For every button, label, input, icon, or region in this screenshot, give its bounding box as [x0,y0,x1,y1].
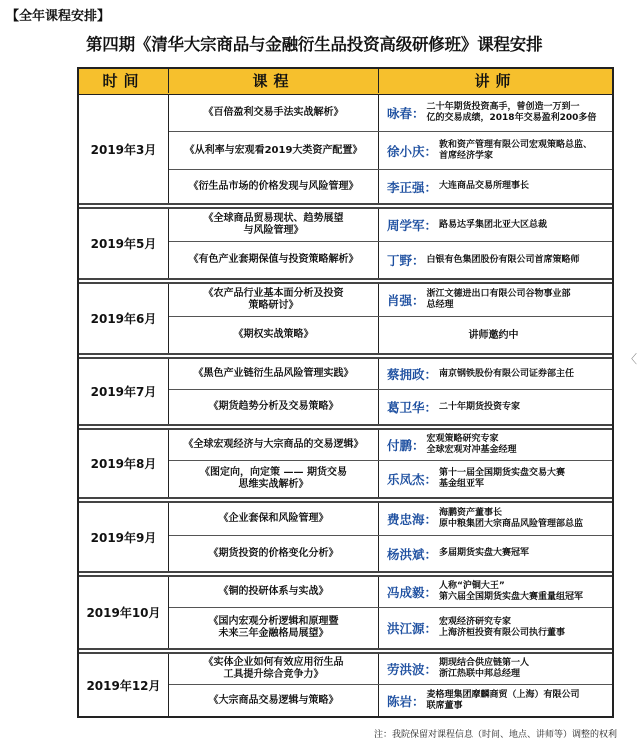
table-row [169,577,612,607]
month-cell: 2019年9月 [79,503,169,571]
lecturer-cell [379,685,612,716]
lecturer-description: 白银有色集团股份有限公司首席策略师 [426,254,580,265]
month-cell: 2019年6月 [79,284,169,353]
table-row [169,684,612,716]
edge-bracket-mark: 〈 [625,352,637,366]
course-title: 《国内宏观分析逻辑和原理暨 未来三年金融格局展望》 [208,616,339,639]
lecturer-cell [379,577,612,607]
lecturer-description: 浙江文德进出口有限公司谷物事业部 总经理 [426,289,571,310]
lecturer-name: 杨洪斌： [387,546,438,562]
table-row [169,535,612,571]
lecturer-description: 海鹏资产董事长 原中粮集团大宗商品风险管理部总监 [439,508,584,529]
course-title: 《期权实战策略》 [233,329,314,340]
lecturer-cell [379,242,612,278]
course-title: 《黑色产业链衍生品风险管理实践》 [193,368,354,379]
lecturer-cell [379,608,612,648]
lecturer-name: 李正强： [387,179,438,195]
table-row [169,95,612,131]
table-row [169,389,612,424]
lecturer-description: 南京钢铁股份有限公司证券部主任 [439,368,575,379]
lecturer-name: 洪江源： [387,621,438,636]
table-row [169,131,612,169]
header-lecturer: 讲师 [474,72,517,90]
lecturer-cell [379,95,612,131]
lecturer-name: 蔡拥政： [387,367,438,382]
month-cell: 2019年3月 [79,95,169,203]
lecturer-name: 乐凤杰： [387,472,438,487]
lecturer-cell [379,284,612,316]
course-cell [169,132,379,169]
lecturer-description: 第十一届全国期货实盘交易大赛 基金组亚军 [439,468,566,489]
table-header [79,69,612,95]
month-group [79,497,612,571]
lecturer-description: 麦格理集团摩麟商贸（上海）有限公司 联席董事 [426,689,580,711]
lecturer-cell [379,536,612,571]
course-title: 《从利率与宏观看2019大类资产配置》 [184,144,363,156]
lecturer-description: 敦和资产管理有限公司宏观策略总监、 首席经济学家 [439,139,593,161]
course-title: 《期货投资的价格变化分析》 [208,547,339,559]
lecturer-description: 宏观经济研究专家 上海济桓投资有限公司执行董事 [439,617,566,638]
lecturer-name: 咏春： [387,106,425,121]
lecturer-name: 劳洪波： [387,662,438,677]
lecturer-cell [379,317,612,353]
table-row [169,169,612,203]
course-title: 《百倍盈利交易手法实战解析》 [203,107,344,118]
table-row [169,209,612,241]
month-cell: 2019年12月 [79,654,169,716]
lecturer-cell [379,170,612,203]
month-group [79,424,612,497]
lecturer-cell [379,654,612,684]
course-title: 《有色产业套期保值与投资策略解析》 [188,254,359,265]
lecturer-cell [379,209,612,241]
month-group [79,571,612,648]
month-group [79,278,612,353]
lecturer-name: 肖强： [387,293,425,308]
lecturer-name: 徐小庆： [387,143,438,159]
lecturer-name: 陈岩： [387,693,425,709]
course-title: 《期货趋势分析及交易策略》 [208,401,339,412]
section-tag: 【全年课程安排】 [6,9,111,24]
lecturer-name: 付鹏： [387,438,425,453]
table-row [169,503,612,535]
table-row [169,607,612,648]
lecturer-cell [379,132,612,169]
table-row [169,316,612,353]
lecturer-description: 路易达孚集团北亚大区总裁 [439,219,548,230]
header-course: 课程 [169,69,379,93]
month-cell: 2019年7月 [79,359,169,424]
lecturer-description: 宏观策略研究专家 全球宏观对冲基金经理 [426,434,517,455]
lecturer-name: 周学军： [387,218,438,233]
month-cell: 2019年8月 [79,430,169,497]
course-cell [169,170,379,203]
lecturer-description: 二十年期货投资高手，曾创造一万到一 亿的交易成绩，2018年交易盈利200多倍 [426,102,597,123]
course-cell [169,461,379,497]
course-cell [169,242,379,278]
month-group [79,353,612,424]
lecturer-cell [379,430,612,460]
month-cell: 2019年10月 [79,577,169,648]
month-group [79,95,612,203]
header-time: 时间 [79,69,169,93]
table-row [169,430,612,460]
course-cell [169,654,379,684]
lecturer-description: 多届期货实盘大赛冠军 [439,548,530,558]
lecturer-description: 期现结合供应链第一人 浙江热联中邦总经理 [439,658,530,679]
lecturer-cell [379,503,612,535]
lecturer-cell [379,390,612,424]
table-row [169,284,612,316]
table-row [169,359,612,389]
lecturer-cell [379,359,612,389]
course-title: 《实体企业如何有效应用衍生品 工具提升综合竞争力》 [203,657,344,680]
lecturer-name: 费忠海： [387,512,438,527]
course-title: 《企业套保和风险管理》 [218,513,329,524]
table-row [169,241,612,278]
course-cell [169,317,379,353]
course-cell [169,359,379,389]
course-title: 《全球商品贸易现状、趋势展望 与风险管理》 [203,213,344,236]
course-title: 《大宗商品交易逻辑与策略》 [208,694,339,706]
lecturer-name: 葛卫华： [387,400,438,415]
lecturer-description: 二十年期货投资专家 [439,401,521,412]
lecturer-description: 人称“沪铜大王” 第六届全国期货实盘大赛重量组冠军 [439,581,584,602]
course-cell [169,209,379,241]
lecturer-description: 讲师邀约中 [468,329,519,341]
table-row [169,654,612,684]
lecturer-cell [379,461,612,497]
lecturer-name: 丁野： [387,253,425,268]
course-cell [169,390,379,424]
course-title: 《农产品行业基本面分析及投资 策略研讨》 [203,288,344,311]
course-cell [169,95,379,131]
footnote: 注：我院保留对课程信息（时间、地点、讲师等）调整的权利 [373,730,617,740]
page-title: 第四期《清华大宗商品与金融衍生品投资高级研修班》课程安排 [86,35,543,54]
course-cell [169,284,379,316]
course-cell [169,503,379,535]
course-cell [169,577,379,607]
schedule-table [77,67,614,718]
course-cell [169,685,379,716]
course-cell [169,430,379,460]
month-cell: 2019年5月 [79,209,169,278]
course-cell [169,536,379,571]
course-cell [169,608,379,648]
course-title: 《图定向，向定策 —— 期货交易 思维实战解析》 [200,467,347,490]
course-title: 《铜的投研体系与实战》 [218,586,329,597]
lecturer-name: 冯成毅： [387,585,438,600]
table-row [169,460,612,497]
month-group [79,648,612,716]
course-title: 《全球宏观经济与大宗商品的交易逻辑》 [183,439,364,450]
course-title: 《衍生品市场的价格发现与风险管理》 [188,180,359,192]
month-group [79,203,612,278]
lecturer-description: 大连商品交易所理事长 [439,181,530,191]
